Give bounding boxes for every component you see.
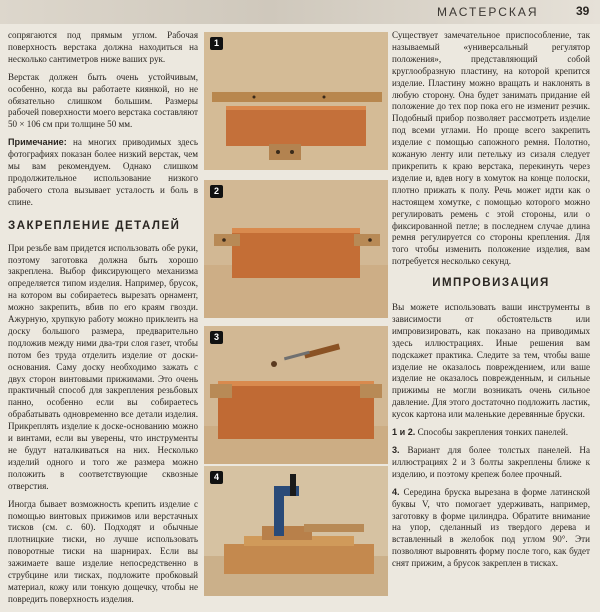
photo-number-3: 3: [210, 331, 223, 344]
caption-1-num: 1 и 2.: [392, 427, 416, 438]
caption-3-num: 4.: [392, 486, 400, 497]
section-header: МАСТЕРСКАЯ: [437, 5, 539, 19]
photo-4: [204, 466, 388, 596]
caption-2-num: 3.: [392, 445, 400, 455]
caption-1: [392, 427, 590, 439]
photo-3: [204, 326, 388, 464]
intro-paragraph-2: Верстак должен быть очень устойчивым, особенно, когда вы работаете киянкой, но не обязательно слишком большим. Размеры рабочей поверхности моего верстака составляют 50 × 106 см при толщине 50 мм.: [8, 71, 198, 130]
caption-1-text: Способы закрепления тонких панелей.: [415, 427, 569, 438]
caption-3-text: Середина бруска вырезана в форме латинской буквы V, что помогает удерживать, например, заготовку в форме цилиндра. Обратите внимание на упор, сделанный из твердого дерева и вставленный в желобок под углом 90°. Эти позволяют выровнять форму после того, как будет снят прижим, а брусок закреплен в тисках.: [392, 486, 590, 569]
photo-1-image: [204, 32, 388, 170]
right-paragraph-1: Существует замечательное приспособление, так называемый «универсальный регулятор положения», представляющий собой круглообразную пластину, на которой крепится изделие. Пластину можно вращать и наклонять в любую сторону. Она будет занимать придание ей положение до тех пор пока его не изменит резчик. Подобный прибор позволяет рассмотреть изделие под всеми углами. Но проще всего закрепить изделие с помощью сапожного ремня. Полотно, кожаную ленту или петельку из сизаля следует прикрепить к краю верстака, перекинуть через изделие и, вдев ногу в хомуток на конце полоски, плотно прижать к полу. Речь может идти как о настоящем хомутке, с помощью которого можно регулировать ремень с этой стороны, или о фиксированной петле; в последнем случае длина ремня регулируется со стороны крепления. Для того чтобы изменить положение изделия, вам потребуется несколько секунд.: [392, 30, 590, 267]
photo-3-image: [204, 326, 388, 464]
note-text: на многих приводимых здесь фотографиях показан более низкий верстак, чем мы вам рекомендуем. Однако слишком продолжительное использование низкого рабочего стола вызывает усталость и боль в спине.: [8, 137, 198, 207]
note-paragraph: [8, 137, 198, 208]
left-column: [8, 30, 198, 612]
right-paragraph-2: Вы можете использовать ваши инструменты в зависимости от обстоятельств или импровизировать, как показано на приводимых здесь иллюстрациях. Иные решения вам подскажет практика. Следите за тем, чтобы ваше изделие не оказалось повреждением, или ваше изделие не оказалось поврежденным, и сильные прижимы не могли возникать очень сильное давление. Для этого достаточно подложить ластик, кусок картона или маленькие деревянные бруски.: [392, 302, 590, 420]
photo-4-image: [204, 466, 388, 596]
page-number: 39: [576, 4, 590, 18]
section-title-fixing: ЗАКРЕПЛЕНИЕ ДЕТАЛЕЙ: [8, 219, 181, 232]
note-label: Примечание:: [8, 137, 67, 148]
photo-2-image: [204, 180, 388, 318]
photo-number-1: 1: [210, 37, 223, 50]
section-title-improvisation: ИМПРОВИЗАЦИЯ: [432, 277, 550, 290]
body-paragraph-2: Иногда бывает возможность крепить изделие с помощью винтовых прижимов или верстачных тисков (см. с. 60). Подходят и обычные плотницкие тиски, но лучше использовать поворотные тиски на шарнирах. Если вы зажимаете ваше изделие непосредственно в струбцине или тисках, подложите пробковый материал, кожу или тонкую дощечку, чтобы не повредить поверхность изделия.: [8, 498, 198, 604]
caption-2-text: Вариант для более толстых панелей. На иллюстрациях 2 и 3 болты закреплены ближе к изделию, и поэтому крепеж более прочный.: [392, 445, 590, 479]
photo-number-4: 4: [210, 471, 223, 484]
right-column: [392, 30, 590, 576]
caption-2: [392, 445, 590, 481]
photo-1: [204, 32, 388, 170]
caption-3: [392, 487, 590, 570]
intro-paragraph-1: сопрягаются под прямым углом. Рабочая поверхность верстака должна находиться на несколько сантиметров ниже ваших рук.: [8, 30, 198, 64]
body-paragraph-1: При резьбе вам придется использовать обе руки, поэтому заготовка должна быть хорошо закреплена. Выбор фиксирующего механизма определяется типом изделия. Например, брусок, на котором вы собираетесь вырезать орнамент, можно закрепить, вбив по его краям гвозди. Ажурную, хрупкую работу можно приклеить на доску большого размера, предварительно подложив между ними два-три слоя газет, чтобы потом без труда отделить изделие от доски-основания. Саму доску необходимо зажать с двух сторон винтовыми прижимами. Это очень практичный способ для закрепления резьбовых панно, особенно если вы собираетесь обрабатывать одновременно все детали изделия. Прикреплять изделие к доске-основанию можно и винтами, если вы уверены, что инструменты не будут наталкиваться на них. Несколько изделий одного и того же размера можно положить в соответствующие сквозные отверстия.: [8, 242, 198, 491]
photo-2: [204, 180, 388, 318]
photo-number-2: 2: [210, 185, 223, 198]
